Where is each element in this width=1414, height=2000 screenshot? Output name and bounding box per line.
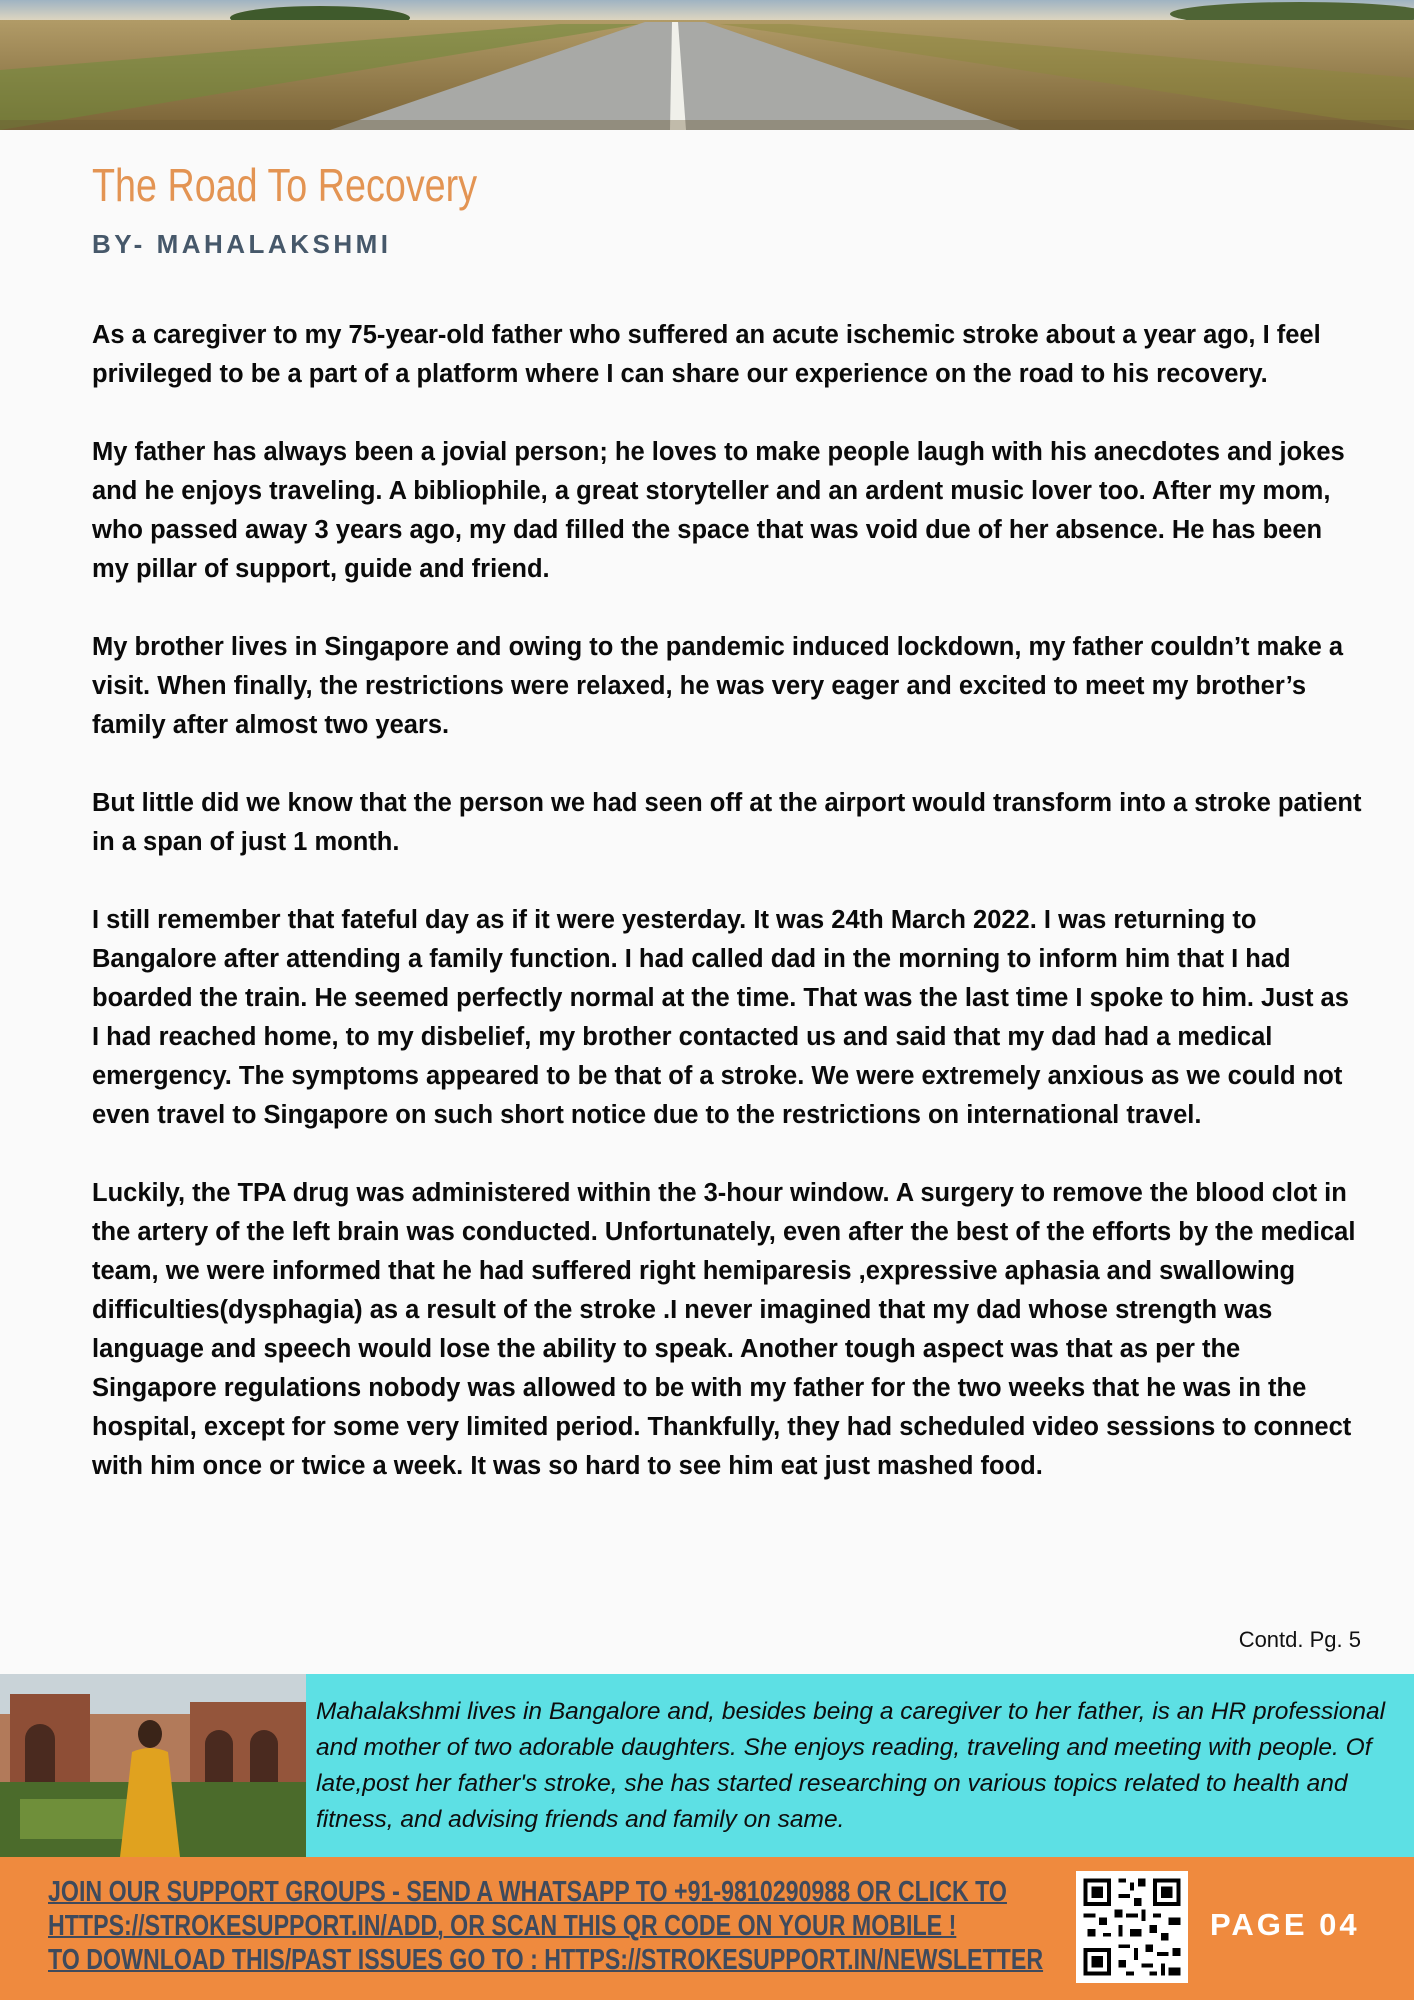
- cta-line-add-link[interactable]: HTTPS://STROKESUPPORT.IN/ADD, OR SCAN THIS QR CODE ON YOUR MOBILE !: [48, 1910, 957, 1942]
- article-paragraph: My father has always been a jovial person; he loves to make people laugh with his anecdotes and jokes and he enjoys traveling. A bibliophile, a great storyteller and an ardent music lover too. After my mom, who passed away 3 years ago, my dad filled the space that was void due of her absence. He has been my pillar of support, guide and friend.: [92, 438, 1345, 583]
- article-paragraph: My brother lives in Singapore and owing to the pandemic induced lockdown, my father couldn’t make a visit. When finally, the restrictions were relaxed, he was very eager and excited to meet my brother’s family after almost two years.: [92, 633, 1344, 739]
- article-paragraph: I still remember that fateful day as if it were yesterday. It was 24th March 2022. I was returning to Bangalore after attending a family function. I had called dad in the morning to inform him that I had boarded the train. He seemed perfectly normal at the time. That was the last time I spoke to him. Just as I had reached home, to my disbelief, my brother contacted us and said that my dad had a medical emergency. The symptoms appeared to be that of a stroke. We were extremely anxious as we could not even travel to Singapore on such short notice due to the restrictions on international travel.: [92, 906, 1349, 1129]
- header-road-photo: [0, 0, 1414, 130]
- author-photo: [0, 1674, 306, 1857]
- author-bio-text: Mahalakshmi lives in Bangalore and, besides being a caregiver to her father, is an HR professional and mother of two adorable daughters. She enjoys reading, traveling and meeting with people. Of late,post her father's stroke, she has started researching on various topics related to health and fitness, and advising friends and family on same.: [316, 1698, 1386, 1833]
- author-bio-section: [0, 1674, 1414, 1857]
- qr-code-icon[interactable]: [1076, 1871, 1188, 1983]
- support-group-cta: [48, 1875, 1068, 1977]
- article-paragraph: Luckily, the TPA drug was administered within the 3-hour window. A surgery to remove the blood clot in the artery of the left brain was conducted. Unfortunately, even after the best of the efforts by the medical team, we were informed that he had suffered right hemiparesis ,expressive aphasia and swallowing difficulties(dysphagia) as a result of the stroke .I never imagined that my dad whose strength was language and speech would lose the ability to speak. Another tough aspect was that as per the Singapore regulations nobody was allowed to be with my father for the two weeks that he was in the hospital, except for some very limited period. Thankfully, they had scheduled video sessions to connect with him once or twice a week. It was so hard to see him eat just mashed food.: [92, 1179, 1356, 1480]
- article-paragraph: As a caregiver to my 75-year-old father who suffered an acute ischemic stroke about a year ago, I feel privileged to be a part of a platform where I can share our experience on the road to his recovery.: [92, 321, 1321, 388]
- article-title: The Road To Recovery: [92, 159, 478, 211]
- article-body: [92, 316, 1362, 1525]
- article-byline: BY- MAHALAKSHMI: [92, 229, 392, 259]
- cta-line-whatsapp[interactable]: JOIN OUR SUPPORT GROUPS - SEND A WHATSAPP TO +91-9810290988 OR CLICK TO: [48, 1876, 1007, 1908]
- cta-line-newsletter-link[interactable]: TO DOWNLOAD THIS/PAST ISSUES GO TO : HTTPS://STROKESUPPORT.IN/NEWSLETTER: [48, 1944, 1044, 1976]
- continued-note: Contd. Pg. 5: [1238, 1627, 1361, 1652]
- page-number: PAGE 04: [1210, 1907, 1360, 1942]
- article-paragraph: But little did we know that the person we had seen off at the airport would transform into a stroke patient in a span of just 1 month.: [92, 789, 1362, 856]
- footer-band: [0, 1857, 1414, 2000]
